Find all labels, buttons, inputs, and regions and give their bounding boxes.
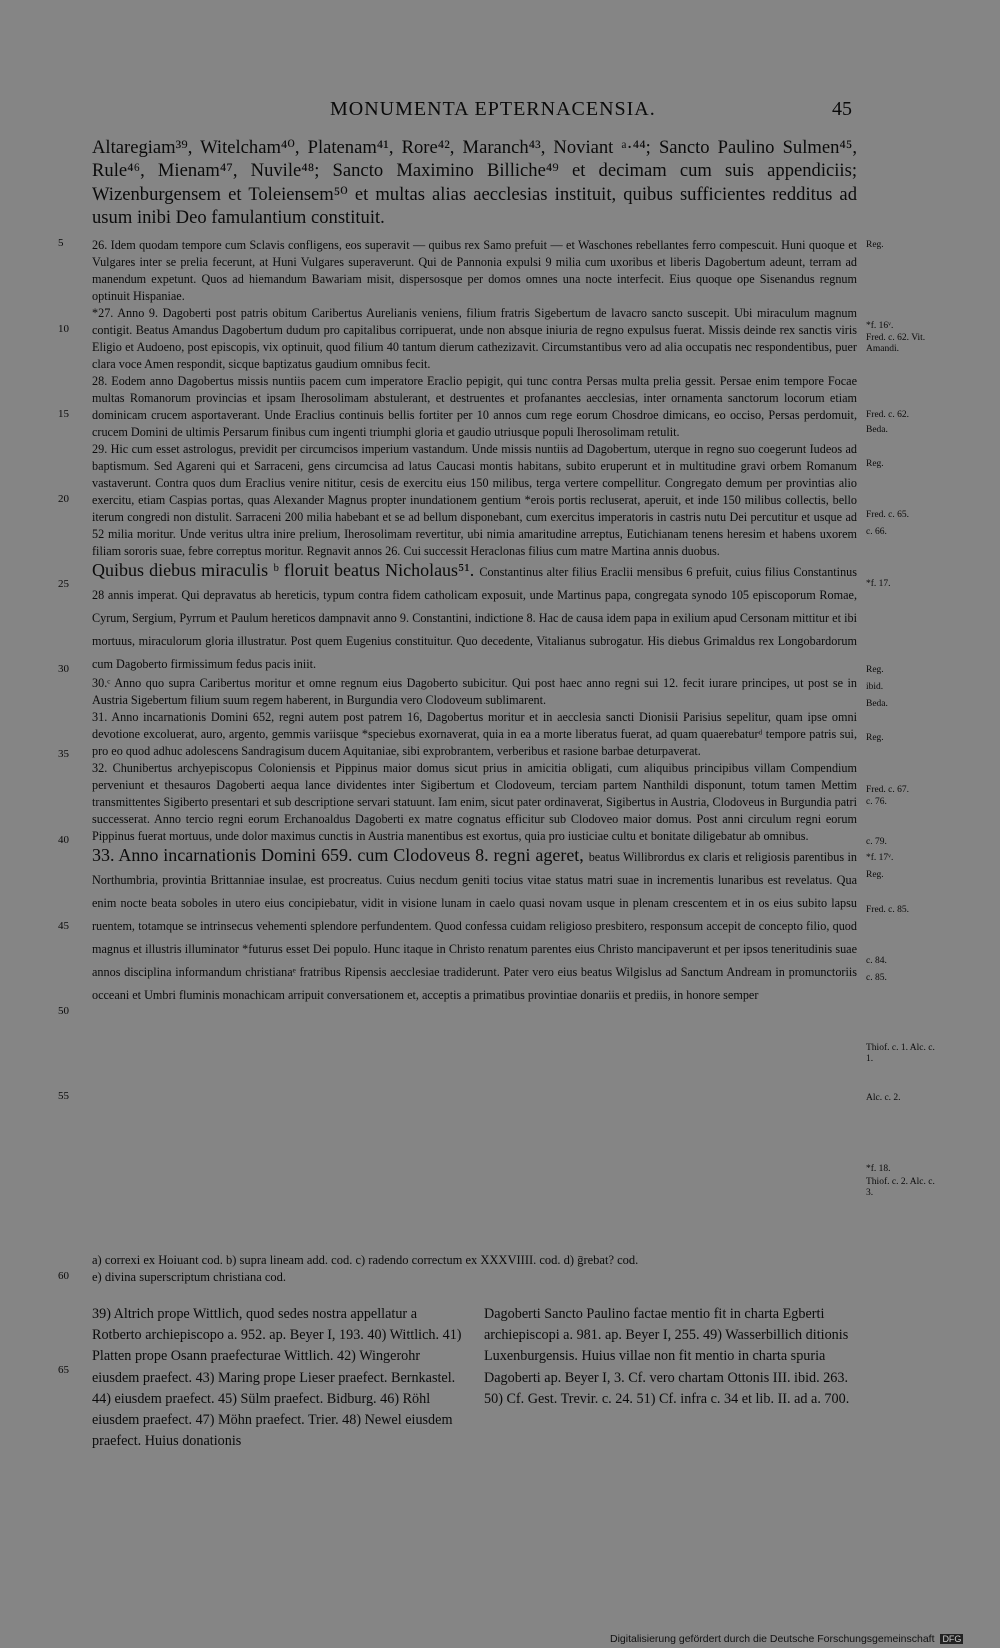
margin-source: *f. 17. <box>866 579 891 589</box>
critical-apparatus <box>92 1252 857 1286</box>
line-number: 30 <box>58 663 69 675</box>
main-text <box>92 237 857 1006</box>
chapter-31: 31. Anno incarnationis Domini 652, regni autem post patrem 16, Dagobertus moritur et in aecclesia sancti Dionisii Parisius sepelitur, quam ipse omni devotione excoluerat, auro, argento, gemmis variisque *speciebus exornaverat, quia in ea a morte liberatus fuerat, ad quam quaerebaturᵈ tempore patris sui, pro eo quod adhuc adolescens Sandragisum ducem Aquitaniae, sibi exprobrantem, verberibus et rasione barbae deturpaverat. <box>92 710 857 758</box>
line-number: 60 <box>58 1270 69 1282</box>
chapter-27: *27. Anno 9. Dagoberti post patris obitum Caribertus Aurelianis veniens, filium fratris Sigebertum de lavacro sancto suscepit. Ubi miraculum magnum contigit. Beatus Amandus Dagobertum dudum pro capitalibus corripuerat, unde non absque iniuria de regno expulsus fuerat. Missis deinde rex sanctis viris Eligio et Audoeno, post episcopis, vix optinuit, quod filium 40 tantum dierum cathezizavit. Circumstantibus vero ad alia occupatis nec respondentibus, puer clara voce Amen respondit, sicque baptizatus gaudium omnibus fecit. <box>92 306 857 371</box>
margin-source: Thiof. c. 2. Alc. c. 3. <box>866 1177 935 1198</box>
line-number: 20 <box>58 493 69 505</box>
chapter-33 <box>92 845 857 1006</box>
lead-paragraph: Altaregiam³⁹, Witelcham⁴⁰, Platenam⁴¹, Rore⁴², Maranch⁴³, Noviant ᵃ·⁴⁴; Sancto Paulino Sulmen⁴⁵, Rule⁴⁶, Mienam⁴⁷, Nuvile⁴⁸; Sancto Maximino Billiche⁴⁹ et decimam cum suis appendiciis; Wizenburgensem et Toleiensem⁵⁰ et multas alias aecclesias instituit, quibus sufficientes redditus ad usum inibi Deo famulantium constituit. <box>92 137 857 229</box>
margin-source: c. 76. <box>866 797 887 807</box>
paragraph-continuation: beatus Willibrordus ex claris et religiosis parentibus in Northumbria, provintia Brittanniae insulae, est procreatus. Cuius necdum geniti tocius vitae status matri suae in incrementis lunaribus est revelatus. Qua enim nocte beata soboles in utero eius concipiebatur, vidit in visione lunam in caelo quasi novam usque in plenam crescentem et in os eius subito lapsu ruentem, totamque se intrinsecus vehementi splendore perfundentem. Quod confessa cuidam religioso presbitero, responsum accepit de concepto filio, quod magnus et illustris illuminator *futurus esset Dei populo. Hunc itaque in Christo renatum parentes eius Christo mancipaverunt et per ipsos teneritudinis suae annos disciplina informandum christianaᵉ fratribus Ripensis aecclesiae tradiderunt. Pater vero eius beatus Wilgislus ad Sanctum Andream in promunctoriis occeani et Umbri fluminis monachicam arripuit conversationem et, acceptis a primatibus provintiae donariis et prediis, in honore semper <box>92 850 857 1002</box>
margin-source: Fred. c. 67. <box>866 785 910 795</box>
margin-source: Alc. c. 2. <box>866 1093 901 1103</box>
margin-source: *f. 16ᵛ. <box>866 321 894 331</box>
margin-source: Reg. <box>866 240 884 250</box>
margin-source: Fred. c. 85. <box>866 905 910 915</box>
chapter-29-nicholaus <box>92 560 857 675</box>
margin-source: Reg. <box>866 733 884 743</box>
line-number: 65 <box>58 1364 69 1376</box>
line-number: 10 <box>58 323 69 335</box>
margin-source: Beda. <box>866 699 888 709</box>
margin-source: *f. 17ᵛ. <box>866 853 894 863</box>
margin-source: c. 66. <box>866 527 887 537</box>
margin-source: Fred. c. 65. <box>866 510 910 520</box>
margin-source: *f. 18. <box>866 1164 891 1174</box>
chapter-26: 26. Idem quodam tempore cum Sclavis confligens, eos superavit — quibus rex Samo prefuit — et Waschones rebellantes ferro compescuit. Huni quoque et Vulgares inter se prelia fecerunt, at Huni Vulgares superaverunt. Qui de Pannonia expulsi 9 milia cum uxoribus et liberis Dagobertum adeunt, terram ad manendum expetunt. Quos ad hiemandum Bawariam misit, dispersosque per domos omnes una nocte interfecit. Eius quoque ope Sisenandus regnum optinuit Hispaniae. <box>92 238 857 303</box>
footer-text: Digitalisierung gefördert durch die Deutsche Forschungsgemeinschaft <box>610 1633 935 1645</box>
chapter-28: 28. Eodem anno Dagobertus missis nuntiis pacem cum imperatore Eraclio pepigit, qui tunc contra Persas multa prelia gessit. Persae enim tempore Focae multas Romanorum provincias et ipsam Iherosolimam abstulerant, et destruentes et profanantes aecclesias, inter ornamenta sanctorum locorum etiam dominicam crucem asportaverant. Unde Eraclius continuis bellis fortiter per 10 annos cum rege eorum Chosdroe dimicans, eo occiso, Persas perdomuit, crucem Domini de ultimis Persarum finibus cum ingenti triumphi gloria et gaudio utriusque populi Iherosolimam retulit. <box>92 374 857 439</box>
paragraph-continuation: Constantinus alter filius Eraclii mensibus 6 prefuit, cuius filius Constantinus 28 annis imperat. Qui depravatus ab hereticis, typum contra fidem catholicam exposuit, unde Martinus papa, congregata synodo 105 episcoporum Romae, Cyrum, Sergium, Pyrrum et Paulum hereticos dampnavit anno 9. Constantini, indictione 8. Hac de causa idem papa in exilium apud Cersonam mittitur et ibi mortuus, miraculorum gloria illustratur. Post quem Eugenius constituitur. Quo decedente, Vitalianus subrogatur. His diebus Grimaldus rex Longobardorum cum Dagoberto firmissimum fedus pacis iniit. <box>92 565 858 671</box>
margin-source: Thiof. c. 1. Alc. c. 1. <box>866 1043 935 1064</box>
chapter-32: 32. Chunibertus archyepiscopus Coloniensis et Pippinus maior domus sicut prius in amicitia obligati, cum aliquibus principibus villam Compendium perveniunt et thesauros Dagoberti aequa lance dividentes inter Sigibertum et Clodoveum, terciam partem Nanthildi disponunt, totum tamen Mettim transmittentes Sigiberto presentari et sub descriptione servari statuunt. Iam enim, sicut pater ordinaverat, Sigibertus in Austria, Clodoveus in Burgundia patri successerat. Anno tercio regni eorum Erchanoaldus Dagoberti ex matre cognatus efficitur sub Clodoveo maior domus. Post anni circulum regni eorum Pippinus fuerat mortuus, unde dolor maximus cunctis in Austria manentibus est exortus, quia pro iusticiae cultu et bonitate diligebatur ab omnibus. <box>92 761 857 843</box>
margin-source: c. 84. <box>866 956 887 966</box>
line-number: 40 <box>58 834 69 846</box>
dfg-logo: DFG <box>942 1634 962 1644</box>
line-number: 25 <box>58 578 69 590</box>
footnotes-left <box>92 1304 462 1452</box>
margin-source: Fred. c. 62. <box>866 410 910 420</box>
line-number: 15 <box>58 408 69 420</box>
margin-source: Beda. <box>866 425 888 435</box>
footnote-text: 39) Altrich prope Wittlich, quod sedes nostra appellatur a Rotberto archiepiscopo a. 952. ap. Beyer I, 193. 40) Wittlich. 41) Platten prope Osann praefecturae Wittlich. 42) Wingerohr eiusdem praefect. 43) Maring prope Lieser praefect. Bernkastel. 44) eiusdem praefect. 45) Sülm praefect. Bidburg. 46) Röhl eiusdem praefect. 47) Möhn praefect. Trier. 48) Newel eiusdem praefect. Huius donationis <box>92 1306 462 1450</box>
page-number: 45 <box>832 98 852 120</box>
digitization-footer <box>610 1633 963 1645</box>
footnote-text: Dagoberti Sancto Paulino factae mentio fit in charta Egberti archiepiscopi a. 981. ap. Beyer I, 255. 49) Wasserbillich ditionis Luxenburgensis. Huius villae non fit mentio in charta spuria Dagoberti ap. Beyer I, 3. Cf. vero chartam Ottonis III. ibid. 263. 50) Cf. Gest. Trevir. c. 24. 51) Cf. infra c. 34 et lib. II. ad a. 700. <box>484 1306 850 1407</box>
lead-text <box>92 136 857 230</box>
page-header <box>0 98 1000 128</box>
margin-source: Fred. c. 62. Vit. Amandi. <box>866 333 926 354</box>
chapter-30: 30.ᶜ Anno quo supra Caribertus moritur et omne regnum eius Dagoberto subicitur. Qui post haec anno regni sui 12. fecit iurare principes, ut post se in Austria Sigebertum filium suum regem haberent, in Burgundia vero Clodoveum sublimarent. <box>92 676 857 707</box>
margin-source: c. 85. <box>866 973 887 983</box>
apparatus-line: a) correxi ex Hoiuant cod. b) supra lineam add. cod. c) radendo correctum ex XXXVIIII. cod. d) ḡrebat? cod. <box>92 1253 639 1267</box>
large-lead-phrase: Quibus diebus miraculis ᵇ floruit beatus Nicholaus⁵¹. <box>92 560 480 580</box>
running-title: MONUMENTA EPTERNACENSIA. <box>330 98 656 120</box>
line-number: 50 <box>58 1005 69 1017</box>
line-number: 45 <box>58 920 69 932</box>
footnotes-right <box>484 1304 856 1410</box>
line-number: 55 <box>58 1090 69 1102</box>
apparatus-line: e) divina superscriptum christiana cod. <box>92 1270 287 1284</box>
margin-source: Reg. <box>866 665 884 675</box>
margin-source: c. 79. <box>866 837 887 847</box>
line-number: 5 <box>58 237 64 249</box>
large-lead-phrase: 33. Anno incarnationis Domini 659. cum Clodoveus 8. regni ageret, <box>92 845 589 865</box>
chapter-29: 29. Hic cum esset astrologus, previdit per circumcisos imperium vastandum. Unde missis nuntiis ad Dagobertum, uterque in regno suo coegerunt Iudeos ad baptismum. Sed Agareni qui et Sarraceni, gens circumcisa ad latus Caucasi montis habitans, subito eruperunt et in multitudine gravi orbem Romanum vastaverunt. Contra quos dum Eraclius venire nititur, cesis de exercitu eius 150 milibus, terga vertere compellitur. Congregato demum per provintias alio exercitu, etiam Caspias portas, quas Alexander Magnus propter inundationem gentium *erois portis recluserat, aperuit, et inde 150 milibus collectis, bello iterum congredi non distulit. Sarraceni 200 milia habebant et se ad bellum disponebant, cum exercitus imperatoris in castris nutu Dei percutitur et usque ad 52 milia moritur. Unde veritus ultra inire prelium, Iherosolimam revertitur, ubi nimia amaritudine arreptus, Eutichianam tenens heresim et habens uxorem filiam sororis suae, febre correptus moritur. Regnavit annos 26. Cui successit Heraclonas filius cum matre Martina annis duobus. <box>92 442 857 558</box>
margin-source: Reg. <box>866 459 884 469</box>
margin-source: ibid. <box>866 682 884 692</box>
line-number: 35 <box>58 748 69 760</box>
margin-source: Reg. <box>866 870 884 880</box>
